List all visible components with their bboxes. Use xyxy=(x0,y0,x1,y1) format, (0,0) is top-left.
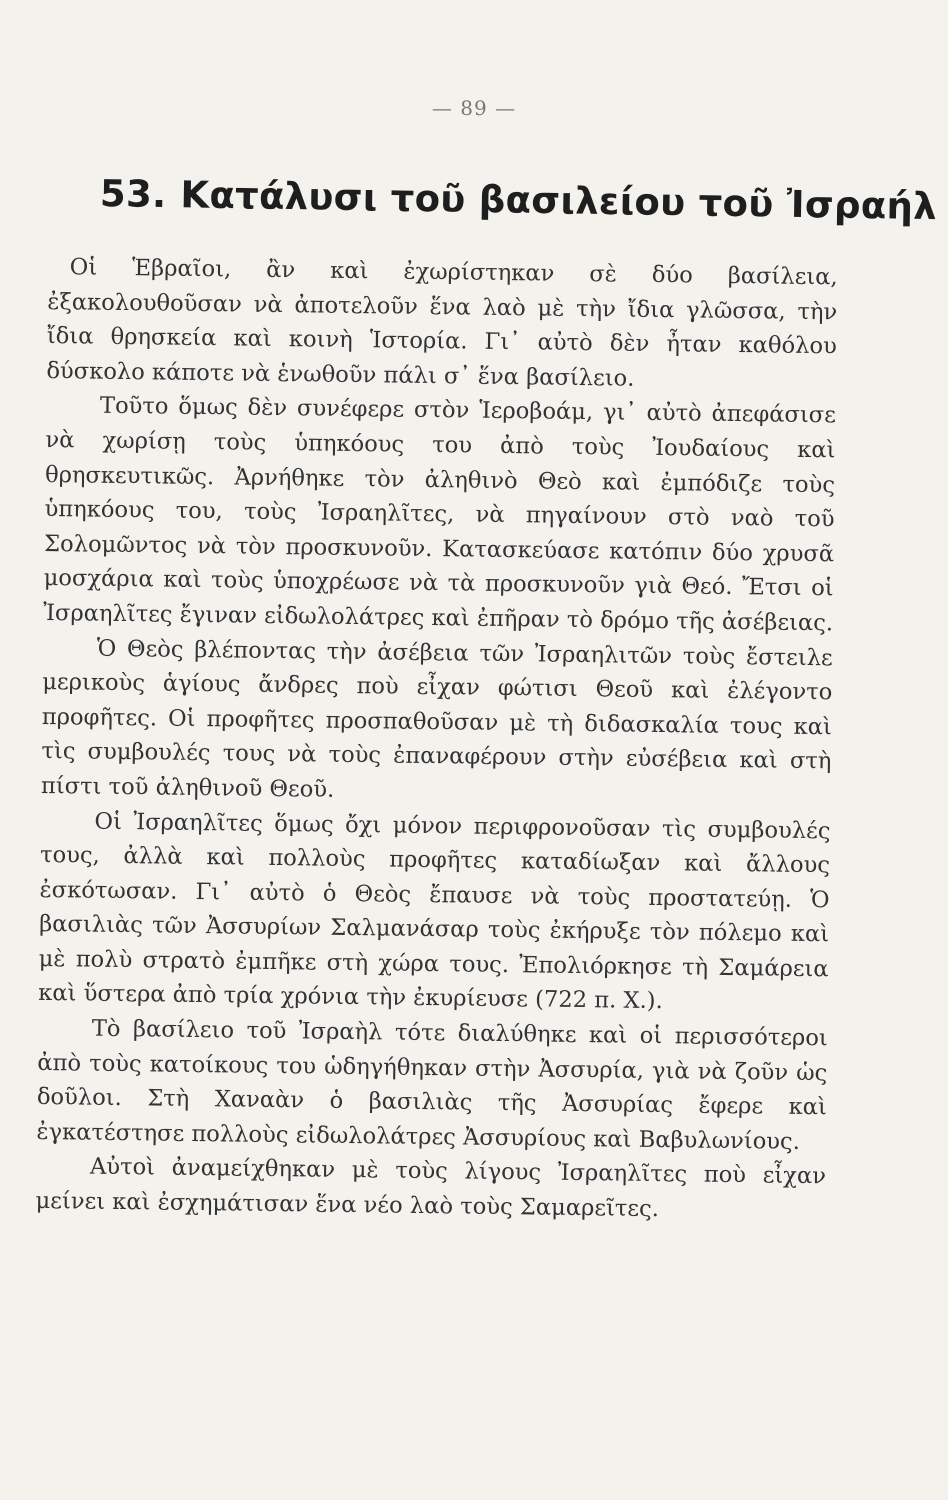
page-number: — 89 — xyxy=(431,96,517,120)
paragraph-4: Οἱ Ἰσραηλῖτες ὅμως ὄχι μόνον περιφρονοῦσαν τὶς συμβουλές τους, ἀλλὰ καὶ πολλοὺς προφῆτες καταδίωξαν καὶ ἄλλους ἐσκότωσαν. Γι᾽ αὐτὸ ὁ Θεὸς ἔπαυσε νὰ τοὺς προστατεύῃ. Ὁ βασιλιὰς τῶν Ἀσσυρίων Σαλμανάσαρ τοὺς ἐκήρυξε τὸν πόλεμο καὶ μὲ πολὺ στρατὸ ἐμπῆκε στὴ χώρα τους. Ἐπολιόρκησε τὴ Σαμάρεια καὶ ὕστερα ἀπὸ τρία χρόνια τὴν ἐκυρίευσε (722 π. Χ.). xyxy=(38,808,831,1015)
chapter-title: Κατάλυσι τοῦ βασιλείου τοῦ Ἰσραήλ xyxy=(180,173,938,229)
paragraph-5: Τὸ βασίλειο τοῦ Ἰσραὴλ τότε διαλύθηκε καὶ οἱ περισσότεροι ἀπὸ τοὺς κατοίκους του ὡδηγήθηκαν στὴν Ἀσσυρία, γιὰ νὰ ζοῦν ὡς δοῦλοι. Στὴ Χαναὰν ὁ βασιλιὰς τῆς Ἀσσυρίας ἔφερε καὶ ἐγκατέστησε πολλοὺς εἰδωλολάτρες Ἀσσυρίους καὶ Βαβυλωνίους. xyxy=(36,1015,828,1155)
chapter-heading xyxy=(99,172,938,229)
chapter-number: 53. xyxy=(99,172,167,217)
paragraph-2: Τοῦτο ὅμως δὲν συνέφερε στὸν Ἱεροβοάμ, γι᾽ αὐτὸ ἀπεφάσισε νὰ χωρίσῃ τοὺς ὑπηκόους του ἀπὸ τοὺς Ἰουδαίους καὶ θρησκευτικῶς. Ἀρνήθηκε τὸν ἀληθινὸ Θεὸ καὶ ἐμπόδιζε τοὺς ὑπηκόους του, τοὺς Ἰσραηλῖτες, νὰ πηγαίνουν στὸ ναὸ τοῦ Σολομῶντος νὰ τὸν προσκυνοῦν. Κατασκεύασε κατόπιν δύο χρυσᾶ μοσχάρια καὶ τοὺς ὑποχρέωσε νὰ τὰ προσκυνοῦν γιὰ Θεό. Ἔτσι οἱ Ἰσραηλῖτες ἔγιναν εἰδωλολάτρες καὶ ἐπῆραν τὸ δρόμο τῆς ἀσέβειας. xyxy=(43,393,837,637)
paragraph-3: Ὁ Θεὸς βλέποντας τὴν ἀσέβεια τῶν Ἰσραηλιτῶν τοὺς ἔστειλε μερικοὺς ἁγίους ἄνδρες ποὺ εἶχαν φώτισι Θεοῦ καὶ ἐλέγοντο προφῆτες. Οἱ προφῆτες προσπαθοῦσαν μὲ τὴ διδασκαλία τους καὶ τὶς συμβουλές τους νὰ τοὺς ἐπαναφέρουν στὴν εὐσέβεια καὶ στὴ πίστι τοῦ ἀληθινοῦ Θεοῦ. xyxy=(40,635,833,803)
chapter-body xyxy=(35,250,838,1229)
paragraph-1: Οἱ Ἑβραῖοι, ἂν καὶ ἐχωρίστηκαν σὲ δύο βασίλεια, ἐξακολουθοῦσαν νὰ ἀποτελοῦν ἕνα λαὸ μὲ τὴν ἴδια γλῶσσα, τὴν ἴδια θρησκεία καὶ κοινὴ Ἱστορία. Γι᾽ αὐτὸ δὲν ἦταν καθόλου δύσκολο κάποτε νὰ ἑνωθοῦν πάλι σ᾽ ἕνα βασίλειο. xyxy=(46,254,838,392)
paragraph-6: Αὐτοὶ ἀναμείχθηκαν μὲ τοὺς λίγους Ἰσραηλῖτες ποὺ εἶχαν μείνει καὶ ἐσχημάτισαν ἕνα νέο λαὸ τοὺς Σαμαρεῖτες. xyxy=(35,1154,827,1223)
